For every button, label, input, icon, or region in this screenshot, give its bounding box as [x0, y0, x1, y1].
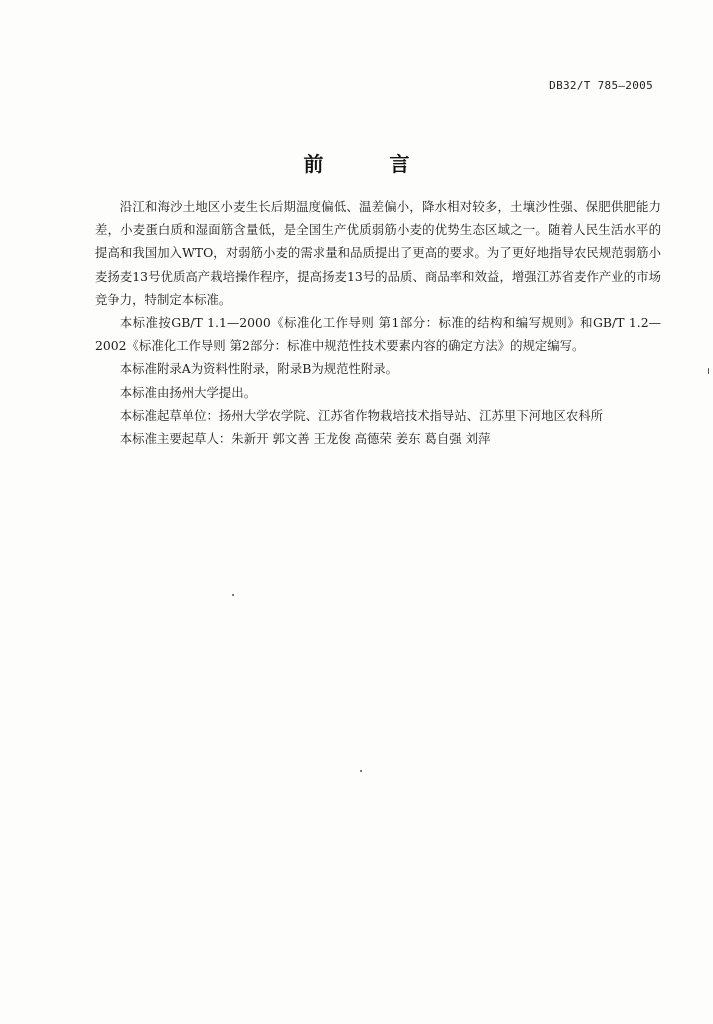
- standard-code: DB32/T 785—2005: [549, 79, 653, 92]
- paragraph-annex-info: 本标准附录A为资料性附录，附录B为规范性附录。: [119, 361, 399, 377]
- paragraph-background: 沿江和海沙土地区小麦生长后期温度偏低、温差偏小，降水相对较多，土壤沙性强、保肥供肥能力差，小麦蛋白质和湿面筋含量低，是全国生产优质弱筋小麦的优势生态区域之一。随着人民生活水平的提高和我国加入WTO，对弱筋小麦的需求量和品质提出了更高的要求。为了更好地指导农民规范弱筋小麦扬麦13号优质高产栽培操作程序，提高扬麦13号的品质、商品率和效益，增强江苏省麦作产业的市场竞争力，特制定本标准。: [95, 199, 661, 307]
- paragraph-drafters: 本标准主要起草人：朱新开 郭文善 王龙俊 高德荣 姜东 葛自强 刘萍: [119, 431, 491, 447]
- page-title: 前言: [303, 152, 476, 176]
- scan-speck: [232, 594, 234, 596]
- scan-speck: [708, 368, 709, 374]
- foreword-body: [95, 195, 661, 450]
- paragraph-drafting-units: 本标准起草单位：扬州大学农学院、江苏省作物栽培技术指导站、江苏里下河地区农科所: [119, 407, 604, 423]
- paragraph-drafting-rules: 本标准按GB/T 1.1—2000《标准化工作导则 第1部分：标准的结构和编写规则》和GB/T 1.2—2002《标准化工作导则 第2部分：标准中规范性技术要素内容的确定方法》的规定编写。: [95, 315, 661, 354]
- paragraph-proposer: 本标准由扬州大学提出。: [119, 384, 257, 400]
- scan-speck: [360, 770, 362, 772]
